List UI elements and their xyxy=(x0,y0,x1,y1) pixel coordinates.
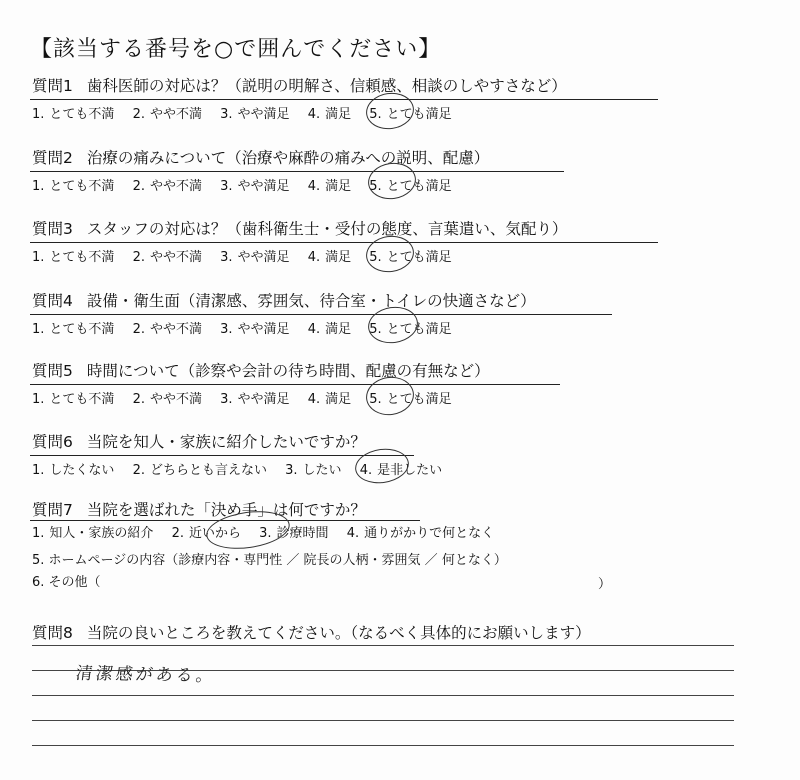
q6-option-1[interactable]: 1. したくない xyxy=(32,463,115,478)
q8-handwritten-answer[interactable]: 清潔感がある。 xyxy=(74,663,217,687)
question-7-options-row-2[interactable] xyxy=(32,549,507,568)
question-5-label: 質問5 xyxy=(32,362,73,380)
question-2-underline xyxy=(30,171,564,172)
answer-line-3 xyxy=(32,695,734,696)
q7-option-1[interactable]: 1. 知人・家族の紹介 xyxy=(32,526,154,541)
q1-option-4[interactable]: 4. 満足 xyxy=(307,107,352,122)
question-3-text: スタッフの対応は？（歯科衛生士・受付の態度、言葉遣い、気配り） xyxy=(86,220,568,238)
q7-option-5-num: 5. xyxy=(32,553,45,568)
q1-option-2[interactable]: 2. やや不満 xyxy=(132,107,202,122)
question-4-title xyxy=(32,289,536,311)
answer-line-4 xyxy=(32,720,734,721)
q7-option-5-text: ホームページの内容（診療内容・専門性 ／ 院長の人柄・雰囲気 ／ 何となく） xyxy=(48,553,507,568)
question-6-title xyxy=(32,430,366,452)
q5-option-2[interactable]: 2. やや不満 xyxy=(132,392,202,407)
q7-option-3[interactable]: 3. 診療時間 xyxy=(259,526,329,541)
question-5-title xyxy=(32,359,490,381)
q5-option-5[interactable]: 5. とても満足 xyxy=(369,392,452,407)
question-2-text: 治療の痛みについて（治療や麻酔の痛みへの説明、配慮） xyxy=(86,149,490,167)
q7-option-6-text: その他（ xyxy=(48,575,101,590)
q3-option-1[interactable]: 1. とても不満 xyxy=(32,250,115,265)
q7-option-2[interactable]: 2. 近いから xyxy=(171,526,241,541)
q5-option-1[interactable]: 1. とても不満 xyxy=(32,392,115,407)
q2-option-1[interactable]: 1. とても不満 xyxy=(32,179,115,194)
q6-option-2[interactable]: 2. どちらとも言えない xyxy=(132,463,267,478)
q6-option-4[interactable]: 4. 是非したい xyxy=(359,463,443,478)
question-4-underline xyxy=(30,314,612,315)
q1-option-3[interactable]: 3. やや満足 xyxy=(220,107,290,122)
question-5-text: 時間について（診察や会計の待ち時間、配慮の有無など） xyxy=(86,362,490,380)
question-3-title xyxy=(32,217,567,239)
q5-option-4[interactable]: 4. 満足 xyxy=(307,392,352,407)
q4-option-3[interactable]: 3. やや満足 xyxy=(220,322,290,337)
q7-option-4[interactable]: 4. 通りがかりで何となく xyxy=(346,526,495,541)
q2-option-2[interactable]: 2. やや不満 xyxy=(132,179,202,194)
question-5-underline xyxy=(30,384,560,385)
question-1-title xyxy=(32,74,567,96)
q1-selection-circle xyxy=(364,90,417,132)
question-4-text: 設備・衛生面（清潔感、雰囲気、待合室・トイレの快適さなど） xyxy=(86,292,536,310)
q3-option-5[interactable]: 5. とても満足 xyxy=(369,250,452,265)
question-3-label: 質問3 xyxy=(32,220,73,238)
question-7-text: 当院を選ばれた「決め手」は何ですか？ xyxy=(86,501,366,519)
question-3-underline xyxy=(30,242,658,243)
q5-option-3[interactable]: 3. やや満足 xyxy=(220,392,290,407)
question-8-label: 質問8 xyxy=(32,624,73,642)
q1-option-1[interactable]: 1. とても不満 xyxy=(32,107,115,122)
answer-line-1 xyxy=(32,645,734,646)
question-1-label: 質問1 xyxy=(32,77,73,95)
question-7-title xyxy=(32,498,366,520)
q6-option-3[interactable]: 3. したい xyxy=(285,463,342,478)
question-7-options-row-3[interactable] xyxy=(32,571,101,590)
q3-option-3[interactable]: 3. やや満足 xyxy=(220,250,290,265)
q7-option-6-num: 6. xyxy=(32,575,45,590)
question-7-label: 質問7 xyxy=(32,501,73,519)
question-2-title xyxy=(32,146,489,168)
question-6-text: 当院を知人・家族に紹介したいですか？ xyxy=(86,433,366,451)
q3-option-4[interactable]: 4. 満足 xyxy=(307,250,352,265)
q4-option-2[interactable]: 2. やや不満 xyxy=(132,322,202,337)
question-2-label: 質問2 xyxy=(32,149,73,167)
q3-option-2[interactable]: 2. やや不満 xyxy=(132,250,202,265)
q3-selection-circle xyxy=(364,233,417,275)
page-title: 【該当する番号を○で囲んでください】 xyxy=(30,37,442,62)
question-6-label: 質問6 xyxy=(32,433,73,451)
q4-option-1[interactable]: 1. とても不満 xyxy=(32,322,115,337)
q4-option-5[interactable]: 5. とても満足 xyxy=(369,322,452,337)
question-8-text: 当院の良いところを教えてください。（なるべく具体的にお願いします） xyxy=(86,624,591,642)
q7-other-close-paren: ） xyxy=(598,577,612,592)
question-6-underline xyxy=(30,455,414,456)
question-4-label: 質問4 xyxy=(32,292,73,310)
q1-option-5[interactable]: 5. とても満足 xyxy=(369,107,452,122)
q2-option-3[interactable]: 3. やや満足 xyxy=(220,179,290,194)
answer-line-5 xyxy=(32,745,734,746)
q4-option-4[interactable]: 4. 満足 xyxy=(307,322,352,337)
question-1-underline xyxy=(30,99,658,100)
q2-option-4[interactable]: 4. 満足 xyxy=(307,179,352,194)
question-1-text: 歯科医師の対応は？（説明の明解さ、信頼感、相談のしやすさなど） xyxy=(86,77,567,95)
q2-option-5[interactable]: 5. とても満足 xyxy=(369,179,452,194)
question-8-title xyxy=(32,621,591,643)
